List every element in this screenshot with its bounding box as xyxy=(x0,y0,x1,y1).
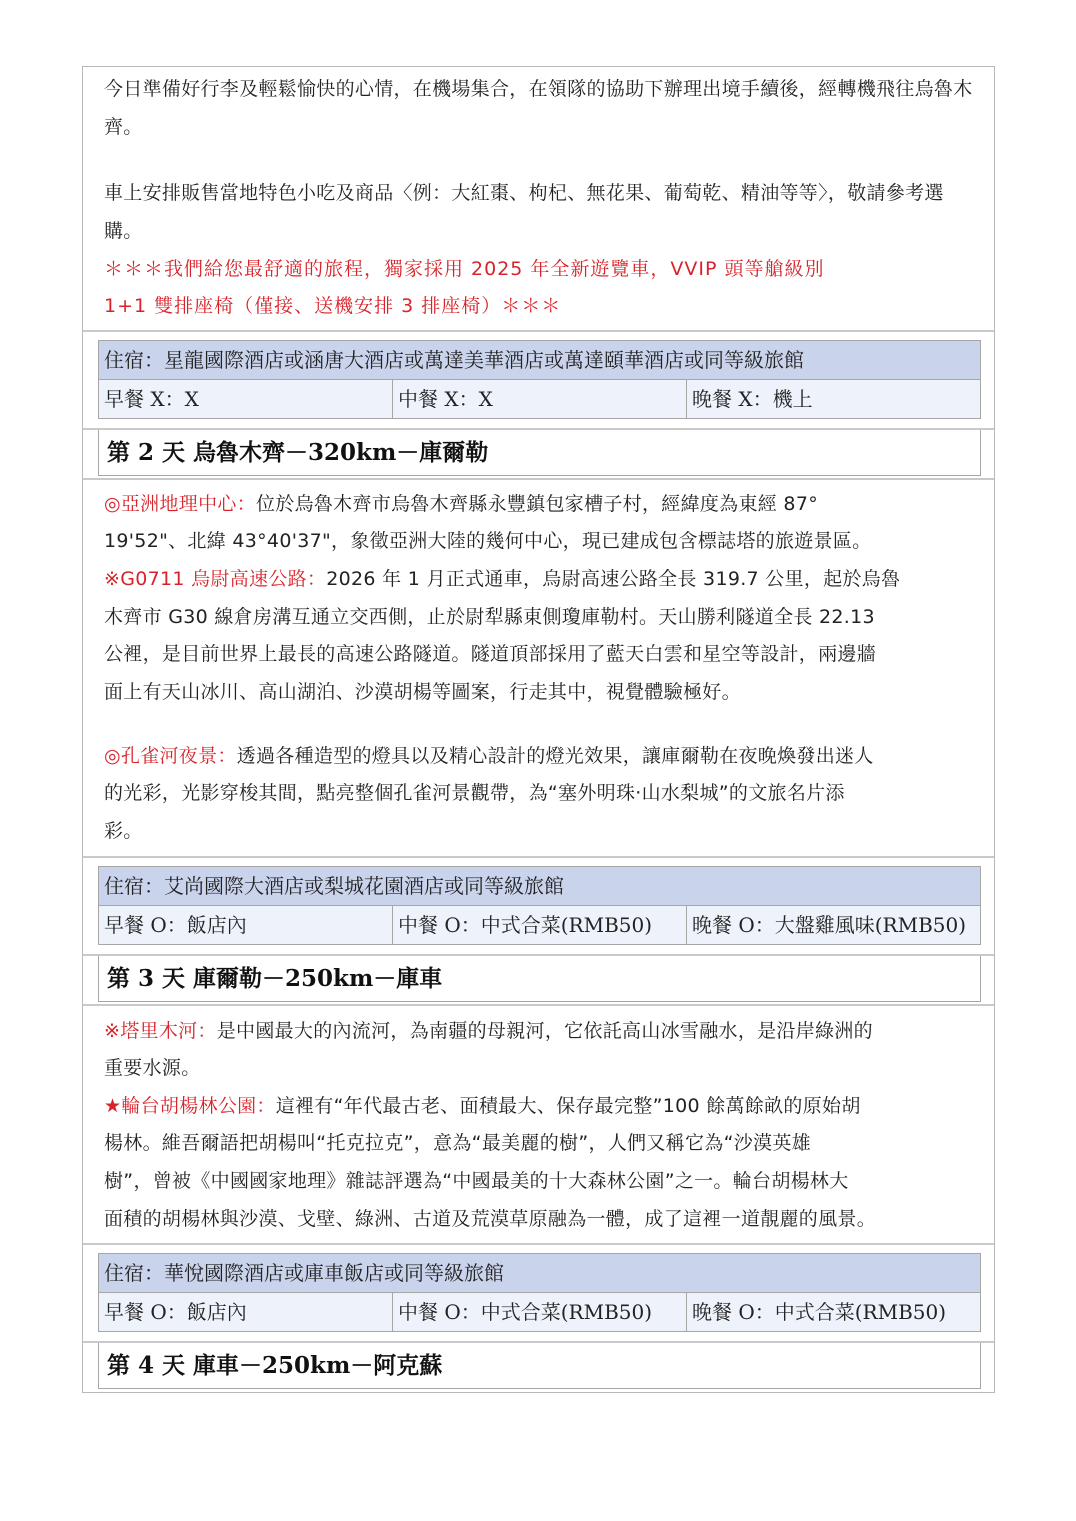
divider xyxy=(83,856,994,858)
lunch-cell: 中餐 O：中式合菜(RMB50) xyxy=(393,1293,687,1331)
day2-spot-highway-cont: 木齊市 G30 線倉房溝互通立交西側，止於尉犁縣東側瓊庫勒村。天山勝利隧道全長 22.13 xyxy=(104,606,875,628)
itinerary-page xyxy=(82,66,995,1393)
day2-spot-geo-center-cont: 19'52"、北緯 43°40'37"，象徵亞洲大陸的幾何中心，現已建成包含標誌塔的旅遊景區。 xyxy=(104,530,872,552)
lunch-cell: 中餐 X：X xyxy=(393,380,687,418)
spot-text: 這裡有“年代最古老、面積最大、保存最完整”100 餘萬餘畝的原始胡 xyxy=(275,1095,861,1117)
lunch-cell: 中餐 O：中式合菜(RMB50) xyxy=(393,906,687,944)
day3-spot-populus-park xyxy=(104,1088,974,1126)
spot-label: ★輪台胡楊林公園： xyxy=(104,1095,276,1117)
meals-row xyxy=(99,906,980,944)
spot-text: 透過各種造型的燈具以及精心設計的燈光效果，讓庫爾勒在夜晚煥發出迷人 xyxy=(236,745,874,767)
day1-shopping-text: 車上安排販售當地特色小吃及商品〈例：大紅棗、枸杞、無花果、葡萄乾、精油等等〉，敬請參考選購。 xyxy=(104,182,944,242)
spot-text: 是中國最大的內流河，為南疆的母親河，它依託高山冰雪融水，是沿岸綠洲的 xyxy=(216,1020,873,1042)
spot-label: ◎孔雀河夜景： xyxy=(104,745,237,767)
spot-label: ※G0711 烏尉高速公路： xyxy=(104,568,327,590)
day2-spot-peacock-river-cont: 的光彩，光影穿梭其間，點亮整個孔雀河景觀帶，為“塞外明珠·山水梨城”的文旅名片添 xyxy=(104,782,845,804)
dinner-cell: 晚餐 O：大盤雞風味(RMB50) xyxy=(687,906,980,944)
day3-spot-populus-park-cont: 面積的胡楊林與沙漠、戈壁、綠洲、古道及荒漠草原融為一體，成了這裡一道靚麗的風景。 xyxy=(104,1208,877,1230)
dinner-cell: 晚餐 X：機上 xyxy=(687,380,980,418)
spot-label: ※塔里木河： xyxy=(104,1020,217,1042)
day3-heading: 第 3 天 庫爾勒－250km－庫車 xyxy=(98,956,981,1002)
hotel-row: 住宿：星龍國際酒店或涵唐大酒店或萬達美華酒店或萬達頤華酒店或同等級旅館 xyxy=(99,341,980,380)
divider xyxy=(83,330,994,332)
spot-text: 2026 年 1 月正式通車，烏尉高速公路全長 319.7 公里，起於烏魯 xyxy=(326,568,901,590)
day1-notice-line2: 1+1 雙排座椅（僅接、送機安排 3 排座椅）＊＊＊ xyxy=(104,295,562,317)
divider xyxy=(83,1004,994,1006)
day1-accommodation-table xyxy=(98,340,981,419)
day3-spot-populus-park-cont: 楊林。維吾爾語把胡楊叫“托克拉克”，意為“最美麗的樹”，人們又稱它為“沙漠英雄 xyxy=(104,1132,811,1154)
breakfast-cell: 早餐 O：飯店內 xyxy=(99,1293,393,1331)
day4-heading: 第 4 天 庫車－250km－阿克蘇 xyxy=(98,1343,981,1389)
hotel-row: 住宿：華悅國際酒店或庫車飯店或同等級旅館 xyxy=(99,1254,980,1293)
divider xyxy=(83,1243,994,1245)
meals-row xyxy=(99,1293,980,1331)
breakfast-cell: 早餐 X：X xyxy=(99,380,393,418)
day3-spot-tarim-river xyxy=(104,1013,974,1051)
day1-intro-text: 今日準備好行李及輕鬆愉快的心情，在機場集合，在領隊的協助下辦理出境手續後，經轉機飛往烏魯木齊。 xyxy=(104,78,973,138)
day2-accommodation-table xyxy=(98,866,981,945)
day2-heading: 第 2 天 烏魯木齊－320km－庫爾勒 xyxy=(98,430,981,476)
day2-spot-highway-cont: 公裡，是目前世界上最長的高速公路隧道。隧道頂部採用了藍天白雲和星空等設計，兩邊牆 xyxy=(104,643,877,665)
day1-notice-line1: ＊＊＊我們給您最舒適的旅程，獨家採用 2025 年全新遊覽車，VVIP 頭等艙級別 xyxy=(104,258,825,280)
day2-spot-peacock-river xyxy=(104,738,974,776)
dinner-cell: 晚餐 O：中式合菜(RMB50) xyxy=(687,1293,980,1331)
day3-accommodation-table xyxy=(98,1253,981,1332)
spot-text: 位於烏魯木齊市烏魯木齊縣永豐鎮包家槽子村，經緯度為東經 87° xyxy=(255,493,819,515)
spot-label: ◎亞洲地理中心： xyxy=(104,493,256,515)
breakfast-cell: 早餐 O：飯店內 xyxy=(99,906,393,944)
day2-spot-highway-cont: 面上有天山冰川、高山湖泊、沙漠胡楊等圖案，行走其中，視覺體驗極好。 xyxy=(104,681,741,703)
divider xyxy=(83,478,994,480)
day3-spot-populus-park-cont: 樹”，曾被《中國國家地理》雜誌評選為“中國最美的十大森林公園”之一。輪台胡楊林大 xyxy=(104,1170,849,1192)
day2-spot-geo-center xyxy=(104,486,974,524)
meals-row xyxy=(99,380,980,418)
day2-spot-highway xyxy=(104,561,974,599)
day2-spot-peacock-river-cont: 彩。 xyxy=(104,820,143,842)
hotel-row: 住宿：艾尚國際大酒店或梨城花園酒店或同等級旅館 xyxy=(99,867,980,906)
day3-spot-tarim-river-cont: 重要水源。 xyxy=(104,1057,201,1079)
